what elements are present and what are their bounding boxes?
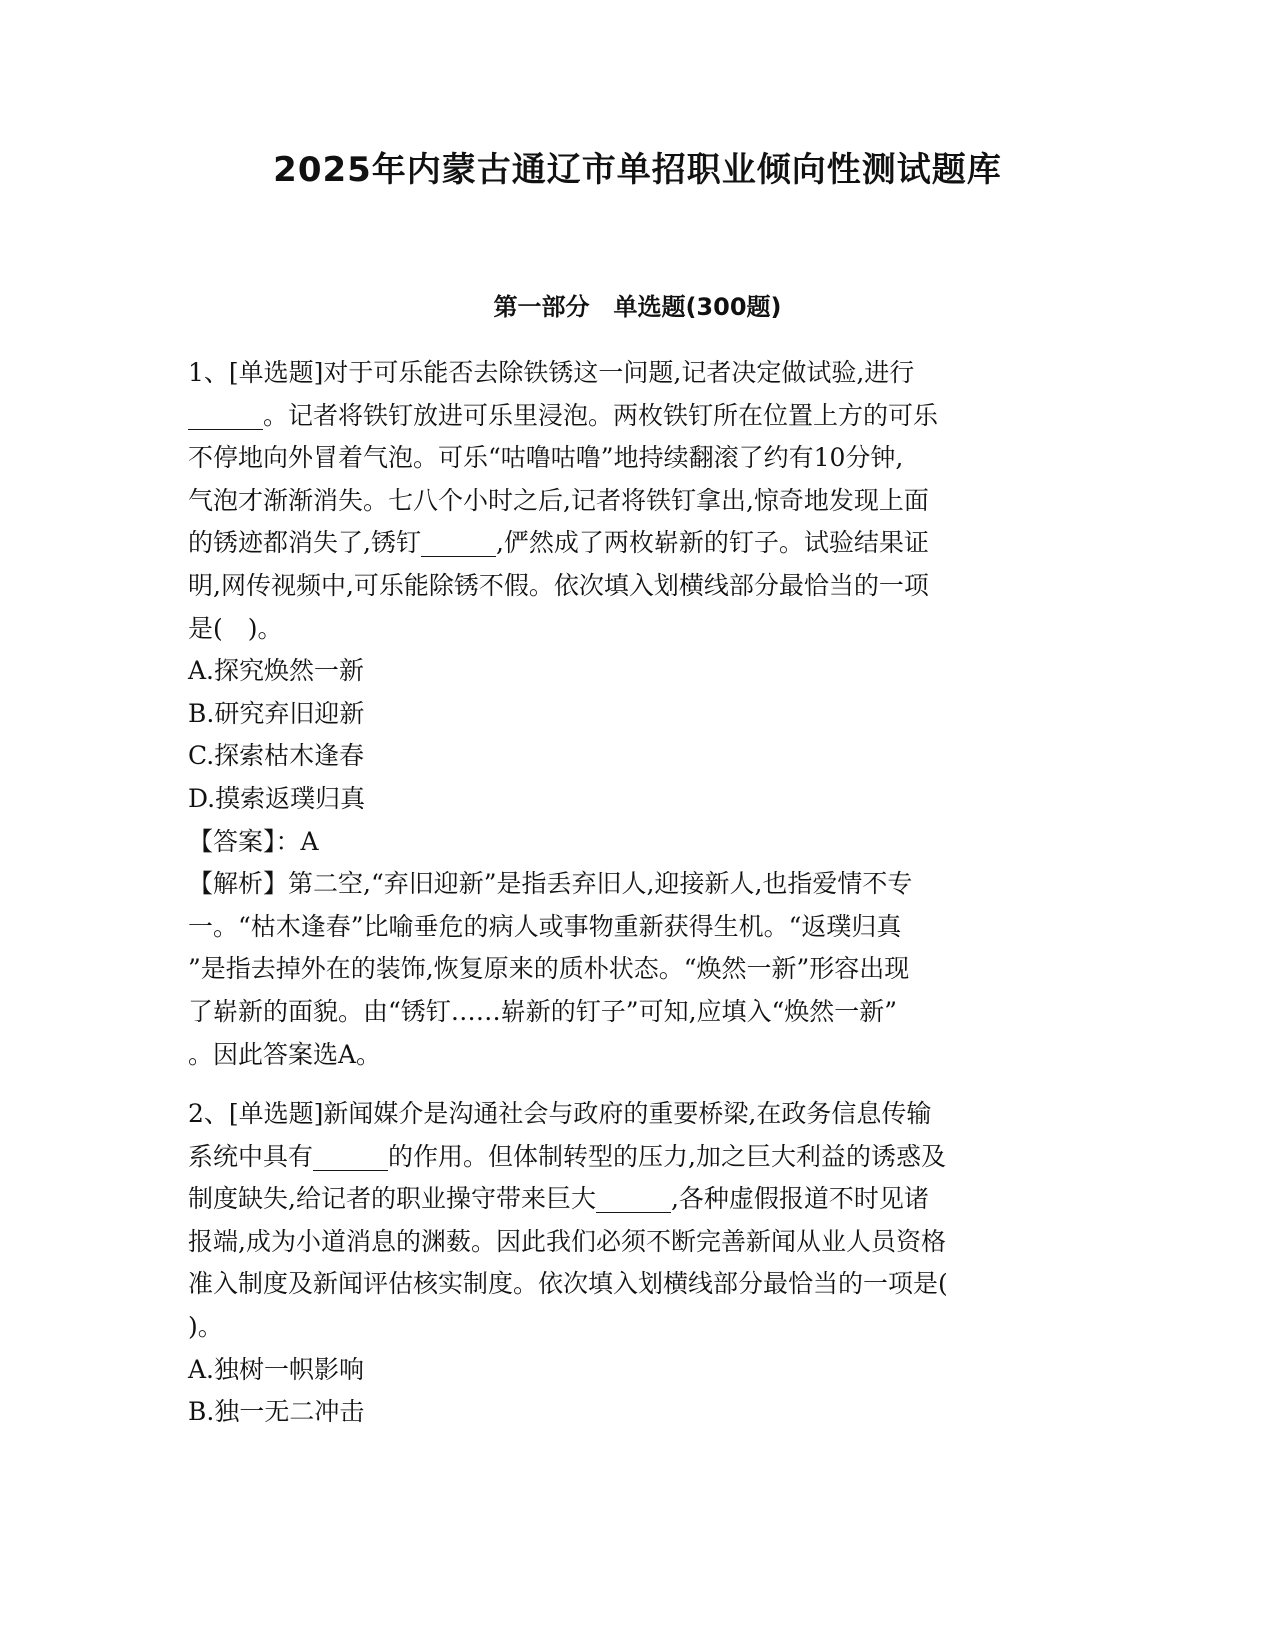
question-stem-line: ______。记者将铁钉放进可乐里浸泡。两枚铁钉所在位置上方的可乐	[188, 400, 939, 430]
analysis-line: 。因此答案选A。	[188, 1039, 382, 1069]
question-stem-line: 报端,成为小道消息的渊薮。因此我们必须不断完善新闻从业人员资格	[188, 1226, 946, 1256]
analysis-line: 一。“枯木逢春”比喻垂危的病人或事物重新获得生机。“返璞归真	[188, 911, 902, 941]
question-stem-line: 不停地向外冒着气泡。可乐“咕噜咕噜”地持续翻滚了约有10分钟,	[188, 443, 904, 473]
option-b: B.研究弃旧迎新	[188, 698, 365, 728]
question-stem-line: 的锈迹都消失了,锈钉______,俨然成了两枚崭新的钉子。试验结果证	[188, 528, 929, 558]
analysis-line: 【解析】第二空,“弃旧迎新”是指丢弃旧人,迎接新人,也指爱情不专	[188, 869, 913, 899]
option-b: B.独一无二冲击	[188, 1397, 365, 1427]
question-1	[188, 352, 1088, 1076]
answer-line: 【答案】：A	[188, 826, 319, 856]
question-stem-line: 明,网传视频中,可乐能除锈不假。依次填入划横线部分最恰当的一项	[188, 570, 929, 600]
question-stem-line: 2、[单选题]新闻媒介是沟通社会与政府的重要桥梁,在政务信息传输	[188, 1099, 932, 1129]
section-heading: 第一部分 单选题(300题)	[493, 293, 782, 321]
document-title: 2025年内蒙古通辽市单招职业倾向性测试题库	[273, 150, 1002, 190]
question-spacer	[188, 1076, 1088, 1093]
question-stem-line: )。	[188, 1312, 223, 1342]
analysis-line: 了崭新的面貌。由“锈钉……崭新的钉子”可知,应填入“焕然一新”	[188, 996, 898, 1026]
question-stem-line: 系统中具有______的作用。但体制转型的压力,加之巨大利益的诱惑及	[188, 1141, 946, 1171]
question-stem-line: 是( )。	[188, 613, 283, 643]
question-stem-line: 准入制度及新闻评估核实制度。依次填入划横线部分最恰当的一项是(	[188, 1269, 948, 1299]
analysis-line: ”是指去掉外在的装饰,恢复原来的质朴状态。“焕然一新”形容出现	[188, 954, 910, 984]
question-stem-line: 气泡才渐渐消失。七八个小时之后,记者将铁钉拿出,惊奇地发现上面	[188, 485, 929, 515]
option-d: D.摸索返璞归真	[188, 783, 366, 813]
option-a: A.独树一帜影响	[188, 1354, 365, 1384]
document-body	[188, 352, 1088, 1434]
option-a: A.探究焕然一新	[188, 656, 365, 686]
question-2	[188, 1093, 1088, 1434]
question-stem-line: 1、[单选题]对于可乐能否去除铁锈这一问题,记者决定做试验,进行	[188, 358, 915, 387]
option-c: C.探索枯木逢春	[188, 741, 365, 771]
question-stem-line: 制度缺失,给记者的职业操守带来巨大______,各种虚假报道不时见诸	[188, 1184, 929, 1214]
